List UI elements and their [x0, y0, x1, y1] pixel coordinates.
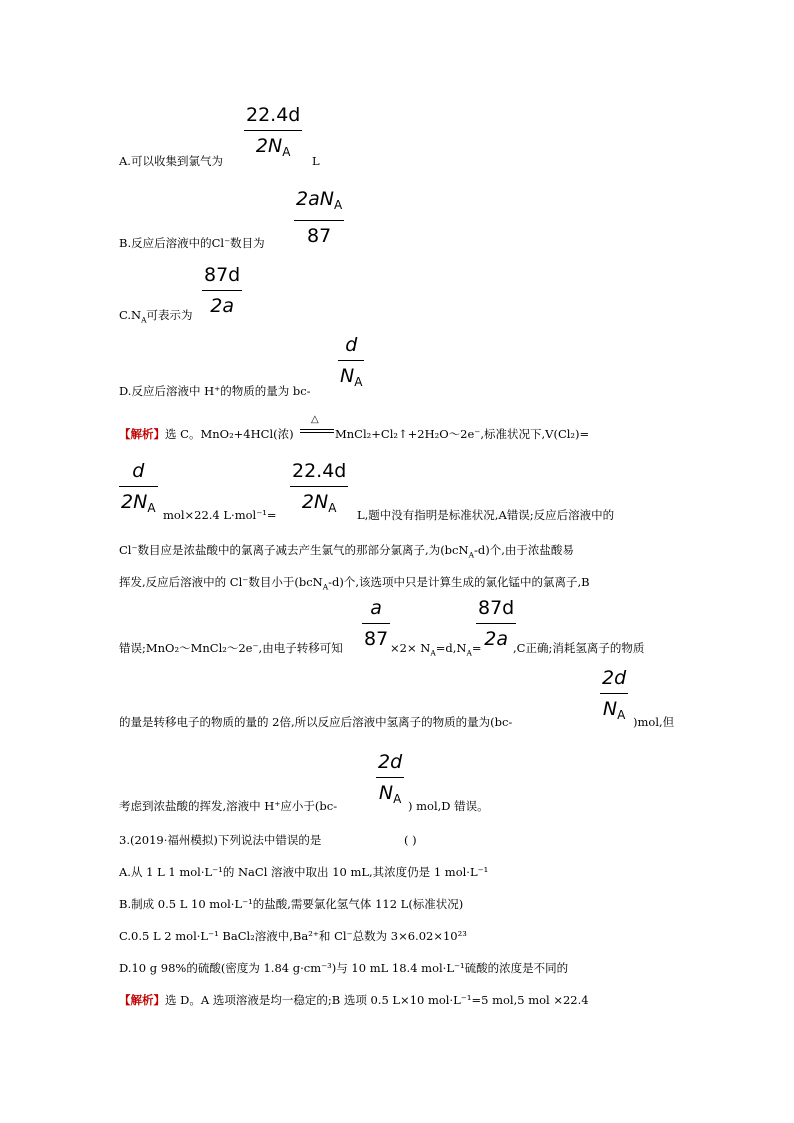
option-d-fraction	[338, 334, 364, 393]
analysis-line-4: 挥发,反应后溶液中的 Cl⁻数目小于(bcN$_A$-d)个,该选项中只是计算生成的氯化锰中的氯离子,B	[119, 575, 590, 592]
fraction-denominator: 87	[364, 628, 389, 650]
option-a-text: A.可以收集到氯气为	[119, 154, 223, 168]
heating-symbol: △	[311, 414, 319, 425]
fraction-denominator: 2a	[484, 628, 508, 650]
fraction-numerator: a	[370, 597, 382, 619]
fraction-bar	[202, 290, 242, 291]
analysis-line-2-mid: mol×22.4 L·mol⁻¹=	[163, 508, 277, 522]
analysis-line-7-b: ) mol,D 错误。	[408, 799, 489, 813]
q3-option-a: A.从 1 L 1 mol·L⁻¹的 NaCl 溶液中取出 10 mL,其浓度仍是 1 mol·L⁻¹	[119, 865, 489, 879]
analysis-line-1b: MnCl₂+Cl₂↑+2H₂O～2e⁻,标准状况下,V(Cl₂)=	[335, 427, 590, 441]
fraction-bar	[290, 486, 348, 487]
fraction-bar	[476, 623, 516, 624]
fraction-numerator: 87d	[204, 264, 241, 286]
analysis-line-6-b: )mol,但	[633, 715, 675, 729]
q3-option-b: B.制成 0.5 L 10 mol·L⁻¹的盐酸,需要氯化氢气体 112 L(标准状况)	[119, 897, 464, 911]
fraction-numerator: 87d	[478, 597, 515, 619]
option-b-fraction	[294, 188, 344, 247]
fraction-bar	[294, 220, 344, 221]
fraction-bar	[362, 623, 390, 624]
fraction-numerator: 22.4d	[246, 104, 301, 126]
analysis-line-6-a: 的量是转移电子的物质的量的 2倍,所以反应后溶液中氢离子的物质的量为(bc-	[119, 715, 513, 729]
option-a-fraction	[244, 104, 302, 163]
fraction-numerator: d	[345, 334, 358, 356]
analysis-tag: 【解析】	[119, 993, 165, 1007]
fraction-denominator: $2N_A$	[121, 491, 156, 515]
analysis-fraction-d-2na	[119, 460, 158, 519]
option-c-fraction	[202, 264, 242, 317]
analysis-fraction-a-87	[362, 597, 390, 650]
fraction-denominator: $N_A$	[340, 365, 363, 389]
fraction-denominator: $N_A$	[378, 782, 402, 806]
analysis-fraction-2d-na	[600, 667, 628, 726]
analysis-line-2-end: L,题中没有指明是标准状况,A错误;反应后溶液中的	[357, 508, 615, 522]
fraction-numerator: $2aN_A$	[296, 188, 343, 212]
option-a-unit: L	[312, 154, 320, 168]
analysis-fraction-87d-2a	[476, 597, 516, 650]
reaction-arrow	[300, 429, 334, 433]
analysis-line-3: Cl⁻数目应是浓盐酸中的氯离子减去产生氯气的那部分氯离子,为(bcN$_A$-d)个,由于浓盐酸易	[119, 543, 574, 560]
q3-stem: 3.(2019·福州模拟)下列说法中错误的是	[119, 833, 322, 847]
analysis-line-5-a: 错误;MnO₂～MnCl₂～2e⁻,由电子转移可知	[119, 641, 343, 655]
q3-option-d: D.10 g 98%的硫酸(密度为 1.84 g·cm⁻³)与 10 mL 18.4 mol·L⁻¹硫酸的浓度是不同的	[119, 961, 569, 975]
fraction-denominator: $N_A$	[602, 698, 626, 722]
analysis-line-1: 【解析】选 C。MnO₂+4HCl(浓)	[119, 427, 294, 441]
option-d-text: D.反应后溶液中 H⁺的物质的量为 bc-	[119, 384, 311, 398]
analysis-tag: 【解析】	[119, 427, 165, 441]
q3-option-c: C.0.5 L 2 mol·L⁻¹ BaCl₂溶液中,Ba²⁺和 Cl⁻总数为 3×6.02×10²³	[119, 929, 467, 943]
analysis-fraction-224d-2na	[290, 460, 348, 519]
fraction-denominator: $2N_A$	[255, 135, 291, 159]
fraction-denominator: 2a	[210, 295, 234, 317]
analysis-line-5-e: ,C正确;消耗氢离子的物质	[513, 641, 645, 655]
fraction-bar	[244, 130, 302, 131]
q3-analysis: 【解析】选 D。A 选项溶液是均一稳定的;B 选项 0.5 L×10 mol·L⁻¹=5 mol,5 mol ×22.4	[119, 993, 589, 1007]
fraction-denominator: $2N_A$	[301, 491, 337, 515]
fraction-numerator: 22.4d	[292, 460, 347, 482]
q3-answer-paren: ( )	[404, 833, 417, 847]
fraction-bar	[600, 693, 628, 694]
option-b-text: B.反应后溶液中的Cl⁻数目为	[119, 236, 265, 250]
fraction-bar	[119, 486, 158, 487]
fraction-numerator: 2d	[602, 667, 627, 689]
analysis-line-7-a: 考虑到浓盐酸的挥发,溶液中 H⁺应小于(bc-	[119, 799, 338, 813]
fraction-bar	[338, 360, 364, 361]
analysis-line-5-b: $\times 2\times N_A=d,N_A=$	[390, 641, 482, 658]
fraction-numerator: 2d	[378, 751, 403, 773]
option-c-text: $C.N_A$可表示为	[119, 308, 193, 325]
fraction-bar	[376, 777, 404, 778]
analysis-fraction-2d-na-2	[376, 751, 404, 810]
fraction-denominator: 87	[306, 225, 332, 247]
fraction-numerator: d	[132, 460, 145, 482]
